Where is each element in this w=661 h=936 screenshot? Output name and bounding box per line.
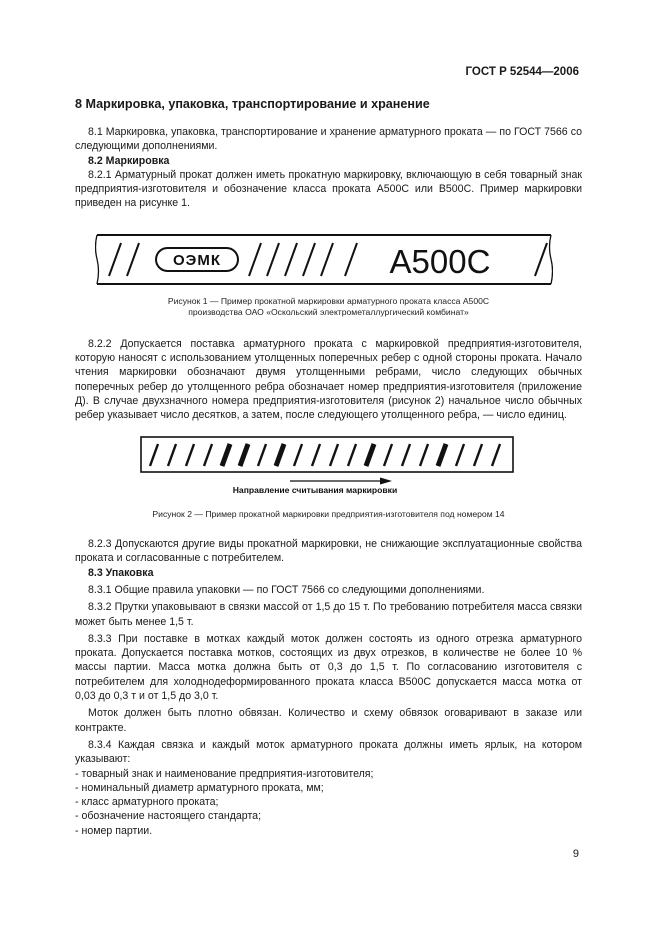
section-title: 8 Маркировка, упаковка, транспортирование и хранение [75, 97, 430, 111]
paragraph-8-2-3: 8.2.3 Допускаются другие виды прокатной маркировки, не снижающие эксплуатационные свойства проката и согласованные с потребителем. [75, 538, 582, 565]
paragraph-8-2-1: 8.2.1 Арматурный прокат должен иметь прокатную маркировку, включающую в себя товарный знак предприятия-изготовителя и обозначение класса проката А500С или В500С. Пример маркировки приведен на рисунке 1. [75, 168, 582, 210]
reading-direction-label: Направление считывания маркировки [232, 484, 398, 495]
standard-designation: ГОСТ Р 52544—2006 [465, 66, 579, 78]
paragraph-8-3-1: 8.3.1 Общие правила упаковки — по ГОСТ 7566 со следующими дополнениями. [88, 583, 485, 596]
figure-1-marking [95, 231, 553, 288]
list-item: - класс арматурного проката; [75, 796, 219, 809]
paragraph-8-3-2: 8.3.2 Прутки упаковывают в связки массой от 1,5 до 15 т. По требованию потребителя масса связки может быть менее 1,5 т. [75, 601, 582, 628]
paragraph-8-2-2: 8.2.2 Допускается поставка арматурного проката с маркировкой предприятия-изготовителя, которую наносят с использованием утолщенных поперечных ребер с одной стороны проката. Начало чтения маркировки обозначают двумя утолщенными ребрами, число следующих обычных поперечных ребер до утолщенного ребра обозначает номер предприятия-изготовителя (приложение Д). В случае двухзначного номера предприятия-изготовителя (рисунок 2) начальное число обычных ребер указывает число десятков, а затем, после следующего утолщенного ребра, — число единиц. [75, 337, 582, 422]
list-item: - номинальный диаметр арматурного проката, мм; [75, 781, 324, 794]
figure-1-caption-line-1: Рисунок 1 — Пример прокатной маркировки арматурного проката класса А500С [167, 295, 490, 306]
figure-2-caption: Рисунок 2 — Пример прокатной маркировки предприятия-изготовителя под номером 14 [152, 508, 505, 519]
page-number: 9 [572, 848, 579, 860]
list-item: - товарный знак и наименование предприятия-изготовителя; [75, 767, 374, 780]
reading-direction-arrowhead [380, 477, 392, 484]
paragraph-8-1: 8.1 Маркировка, упаковка, транспортирование и хранение арматурного проката — по ГОСТ 7566 со следующими дополнениями. [75, 126, 582, 153]
class-marking-text: А500С [389, 242, 491, 280]
oemk-logo-text: ОЭМК [173, 251, 221, 269]
paragraph-8-3-4: 8.3.4 Каждая связка и каждый моток арматурного проката должны иметь ярлык, на котором указывают: [75, 738, 582, 766]
list-item: - номер партии. [75, 824, 153, 837]
label-contents-list [75, 767, 582, 838]
paragraph-coil-binding: Моток должен быть плотно обвязан. Количество и схему обвязок оговаривают в заказе или контракте. [75, 707, 582, 734]
subsection-title-8-2: 8.2 Маркировка [88, 154, 170, 167]
document-body [75, 96, 582, 838]
subsection-title-8-3: 8.3 Упаковка [88, 566, 154, 579]
figure-2-marking [140, 435, 515, 495]
rebar-marking-drawing [95, 231, 553, 288]
paragraph-8-3-3: 8.3.3 При поставке в мотках каждый моток должен состоять из одного отрезка арматурного проката. Допускается поставка мотков, состоящих из двух отрезков, в количестве не более 10 % массы партии. Масса мотка должна быть от 0,3 до 1,5 т. По согласованию изготовителя с потребителем для холоднодеформированного проката класса В500С допускается масса мотка от 0,03 до 0,3 т и от 1,5 до 3,0 т. [75, 632, 582, 703]
figure-1-caption-line-2: производства ОАО «Оскольский электрометаллургический комбинат» [188, 307, 469, 318]
figure-1-caption [75, 296, 582, 319]
list-item: - обозначение настоящего стандарта; [75, 810, 262, 823]
rib-marking-drawing [140, 435, 515, 495]
